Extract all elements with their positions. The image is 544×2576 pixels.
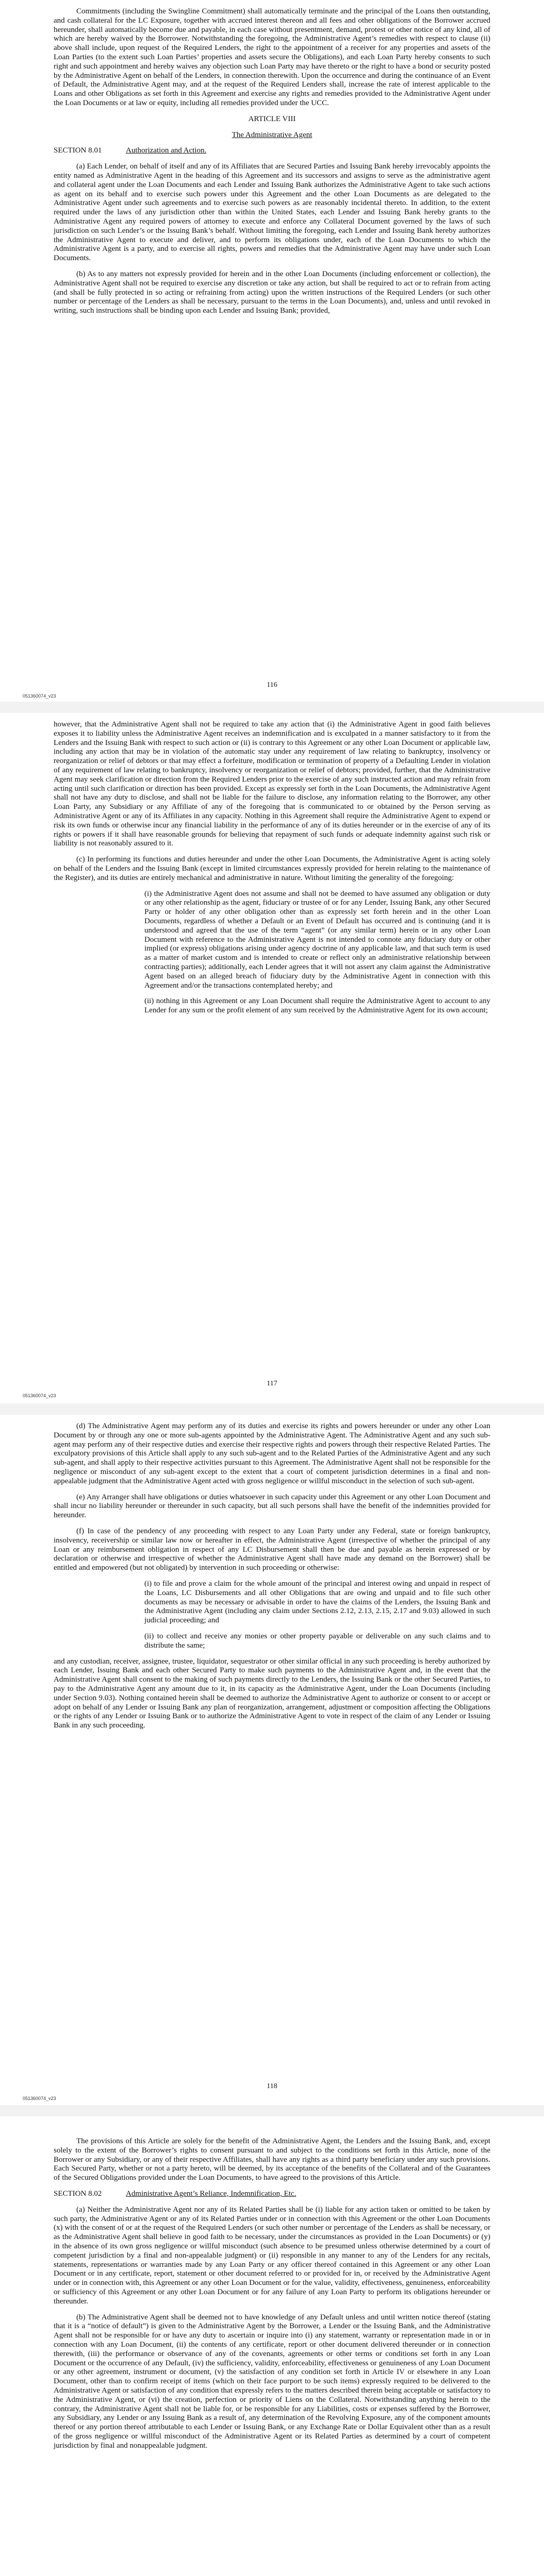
page-119 xyxy=(0,2116,544,2576)
article-title xyxy=(54,131,490,140)
page-119-content xyxy=(54,2137,490,2458)
paragraph: however, that the Administrative Agent shall not be required to take any action that (i) the Administrative Agent in good faith believes exposes it to liability unless the Administrative Agent receives an indemnification and is exculpated in a manner satisfactory to it from the Lenders and the Issuing Bank with respect to such action or (ii) is contrary to this Agreement or any other Loan Document or applicable law, including any action that may be in violation of the automatic stay under any requirement of law relating to bankruptcy, insolvency or reorganization or relief of debtors or that may effect a forfeiture, modification or termination of property of a Defaulting Lender in violation of any requirement of law relating to bankruptcy, insolvency or reorganization or relief of debtors; provided, further, that the Administrative Agent may seek clarification or direction from the Required Lenders prior to the exercise of any such instructed action and may refrain from acting until such clarification or direction has been provided. Except as expressly set forth in the Loan Documents, the Administrative Agent shall not have any duty to disclose, and shall not be liable for the failure to disclose, any information relating to the Borrower, any other Loan Party, any Subsidiary or any Affiliate of any of the foregoing that is communicated to or obtained by the Person serving as Administrative Agent or any of its Affiliates in any capacity. Nothing in this Agreement shall require the Administrative Agent to expend or risk its own funds or otherwise incur any financial liability in the performance of any of its duties hereunder or in the exercise of any of its rights or powers if it shall have reasonable grounds for believing that repayment of such funds or adequate indemnity against such risk or liability is not reasonably assured to it. xyxy=(54,720,490,848)
paragraph: (e) Any Arranger shall have obligations or duties whatsoever in such capacity under this Agreement or any other Loan Document and shall incur no liability hereunder or thereunder in such capacity, but all such persons shall have the benefit of the indemnities provided for hereunder. xyxy=(54,1493,490,1520)
paragraph: (a) Each Lender, on behalf of itself and any of its Affiliates that are Secured Parties and Issuing Bank hereby irrevocably appoints the entity named as Administrative Agent in the heading of this Agreement and its successors and assigns to serve as the administrative agent and collateral agent under the Loan Documents and each Lender and Issuing Bank authorizes the Administrative Agent to take such actions as agent on its behalf and to exercise such powers under this Agreement and the other Loan Documents as are delegated to the Administrative Agent under such agreements and to exercise such powers as are reasonably incidental thereto. In addition, to the extent required under the laws of any jurisdiction other than within the United States, each Lender and Issuing Bank hereby grants to the Administrative Agent any required powers of attorney to execute and enforce any Collateral Document governed by the laws of such jurisdiction on such Lender’s or the Issuing Bank’s behalf. Without limiting the foregoing, each Lender and Issuing Bank hereby authorizes the Administrative Agent to execute and deliver, and to perform its obligations under, each of the Loan Documents to which the Administrative Agent is a party, and to exercise all rights, powers and remedies that the Administrative Agent may have under such Loan Documents. xyxy=(54,162,490,263)
paragraph: (c) In performing its functions and duties hereunder and under the other Loan Documents, the Administrative Agent is acting solely on behalf of the Lenders and the Issuing Bank (except in limited circumstances expressly provided for herein relating to the maintenance of the Register), and its duties are entirely mechanical and administrative in nature. Without limiting the generality of the foregoing: xyxy=(54,855,490,882)
sub-item: (ii) nothing in this Agreement or any Loan Document shall require the Administrative Agent to account to any Lender for any sum or the profit element of any sum received by the Administrative Agent for its own account; xyxy=(144,997,490,1015)
paragraph: (a) Neither the Administrative Agent nor any of its Related Parties shall be (i) liable for any action taken or omitted to be taken by such party, the Administrative Agent or any of its Related Parties under or in connection with this Agreement or the other Loan Documents (x) with the consent of or at the request of the Required Lenders (or such other number or percentage of the Lenders as shall be necessary, or as the Administrative Agent shall believe in good faith to be necessary, under the circumstances as provided in the Loan Documents) or (y) in the absence of its own gross negligence or willful misconduct (such absence to be presumed unless otherwise determined by a court of competent jurisdiction by a final and non-appealable judgment) or (ii) responsible in any manner to any of the Lenders for any recitals, statements, representations or warranties made by any Loan Party or any officer thereof contained in this Agreement or any other Loan Document or in any certificate, report, statement or other document referred to or provided for in, or received by the Administrative Agent under or in connection with, this Agreement or any other Loan Document or for the value, validity, effectiveness, genuineness, enforceability or sufficiency of this Agreement or any other Loan Document or for any failure of any Loan Party to perform its obligations hereunder or thereunder. xyxy=(54,2205,490,2306)
page-number: 118 xyxy=(267,2082,277,2090)
section-heading xyxy=(54,146,490,156)
page-118-content xyxy=(54,1422,490,1737)
page-118 xyxy=(0,1415,544,2105)
page-116 xyxy=(0,0,544,702)
section-number: SECTION 8.01 xyxy=(54,146,102,155)
sub-item: (i) to file and prove a claim for the whole amount of the principal and interest owing and unpaid in respect of the Loans, LC Disbursements and all other Obligations that are owing and unpaid and to file such other documents as may be necessary or advisable in order to have the claims of the Lenders, the Issuing Bank and the Administrative Agent (including any claim under Sections 2.12, 2.13, 2.15, 2.17 and 9.03) allowed in such judicial proceeding; and xyxy=(144,1579,490,1625)
article-heading: ARTICLE VIII xyxy=(248,114,296,123)
section-number: SECTION 8.02 xyxy=(54,2189,102,2198)
sub-item: (ii) to collect and receive any monies or other property payable or deliverable on any such claims and to distribute the same; xyxy=(144,1632,490,1650)
paragraph: (b) As to any matters not expressly provided for herein and in the other Loan Documents (including enforcement or collection), the Administrative Agent shall not be required to exercise any discretion or take any action, but shall be required to act or to refrain from acting (and shall be fully protected in so acting or refraining from acting) upon the written instructions of the Required Lenders (or such other number or percentage of the Lenders as shall be necessary, pursuant to the terms in the Loan Documents), and, unless and until revoked in writing, such instructions shall be binding upon each Lender and Issuing Bank; provided, xyxy=(54,269,490,315)
section-title: Administrative Agent’s Reliance, Indemnification, Etc. xyxy=(126,2189,296,2198)
section-heading xyxy=(54,2190,490,2199)
paragraph: (d) The Administrative Agent may perform any of its duties and exercise its rights and powers hereunder or under any other Loan Document by or through any one or more sub-agents appointed by the Administrative Agent. The Administrative Agent and any such sub-agent may perform any of their respective duties and exercise their respective rights and powers through their respective Related Parties. The exculpatory provisions of this Article shall apply to any such sub-agent and to the Related Parties of the Administrative Agent and any such sub-agent, and shall apply to their respective activities pursuant to this Agreement. The Administrative Agent shall not be responsible for the negligence or misconduct of any sub-agent except to the extent that a court of competent jurisdiction determines in a final and non-appealable judgment that the Administrative Agent acted with gross negligence or willful misconduct in the selection of such sub-agent. xyxy=(54,1422,490,1485)
page-number: 117 xyxy=(267,1380,277,1387)
section-title: Authorization and Action. xyxy=(126,146,207,155)
doc-id: 051360074_v23 xyxy=(23,2096,56,2101)
paragraph: and any custodian, receiver, assignee, trustee, liquidator, sequestrator or other similar official in any such proceeding is hereby authorized by each Lender, Issuing Bank and each other Secured Party to make such payments to the Administrative Agent and, in the event that the Administrative Agent shall consent to the making of such payments directly to the Lenders, the Issuing Bank or the other Secured Parties, to pay to the Administrative Agent any amount due to it, in its capacity as the Administrative Agent, under the Loan Documents (including under Section 9.03). Nothing contained herein shall be deemed to authorize the Administrative Agent to authorize or consent to or accept or adopt on behalf of any Lender or Issuing Bank any plan of reorganization, arrangement, adjustment or composition affecting the Obligations or the rights of any Lender or Issuing Bank or to authorize the Administrative Agent to vote in respect of the claim of any Lender or Issuing Bank in any such proceeding. xyxy=(54,1657,490,1730)
page-number: 116 xyxy=(267,681,277,689)
page-separator xyxy=(0,702,544,713)
page-separator xyxy=(0,1403,544,1415)
paragraph: The provisions of this Article are solely for the benefit of the Administrative Agent, the Lenders and the Issuing Bank, and, except solely to the extent of the Borrower’s rights to consent pursuant to and subject to the conditions set forth in this Article, none of the Borrower or any Subsidiary, or any of their respective Affiliates, shall have any rights as a third party beneficiary under any such provisions. Each Secured Party, whether or not a party hereto, will be deemed, by its acceptance of the benefits of the Collateral and of the Guarantees of the Secured Obligations provided under the Loan Documents, to have agreed to the provisions of this Article. xyxy=(54,2137,490,2182)
page-117 xyxy=(0,713,544,1403)
paragraph: (b) The Administrative Agent shall be deemed not to have knowledge of any Default unless and until written notice thereof (stating that it is a “notice of default”) is given to the Administrative Agent by the Borrower, a Lender or the Issuing Bank, and the Administrative Agent shall not be responsible for or have any duty to ascertain or inquire into (i) any statement, warranty or representation made in or in connection with any Loan Document, (ii) the contents of any certificate, report or other document delivered thereunder or in connection therewith, (iii) the performance or observance of any of the covenants, agreements or other terms or conditions set forth in any Loan Document or the occurrence of any Default, (iv) the sufficiency, validity, enforceability, effectiveness or genuineness of any Loan Document or any other agreement, instrument or document, (v) the satisfaction of any condition set forth in Article IV or elsewhere in any Loan Document, other than to confirm receipt of items (which on their face purport to be such items) expressly required to be delivered to the Administrative Agent or satisfaction of any condition that expressly refers to the matters described therein being acceptable or satisfactory to the Administrative Agent, or (vi) the creation, perfection or priority of Liens on the Collateral. Notwithstanding anything herein to the contrary, the Administrative Agent shall not be liable for, or be responsible for any Liabilities, costs or expenses suffered by the Borrower, any Subsidiary, any Lender or any Issuing Bank as a result of, any determination of the Revolving Exposure, any of the component amounts thereof or any portion thereof attributable to each Lender or Issuing Bank, or any Exchange Rate or Dollar Equivalent other than as a result of the gross negligence or willful misconduct of the Administrative Agent or its Related Parties as determined by a court of competent jurisdiction by final and nonappealable judgment. xyxy=(54,2313,490,2450)
sub-item: (i) the Administrative Agent does not assume and shall not be deemed to have assumed any obligation or duty or any other relationship as the agent, fiduciary or trustee of or for any Lender, Issuing Bank, any other Secured Party or holder of any other obligation other than as expressly set forth herein and in the other Loan Documents, regardless of whether a Default or an Event of Default has occurred and is continuing (and it is understood and agreed that the use of the term “agent” (or any similar term) herein or in any other Loan Document with reference to the Administrative Agent is not intended to connote any fiduciary duty or other implied (or express) obligations arising under agency doctrine of any applicable law, and that such term is used as a matter of market custom and is intended to create or reflect only an administrative relationship between contracting parties); additionally, each Lender agrees that it will not assert any claim against the Administrative Agent based on an alleged breach of fiduciary duty by the Administrative Agent in connection with this Agreement and/or the transactions contemplated hereby; and xyxy=(144,889,490,990)
paragraph: Commitments (including the Swingline Commitment) shall automatically terminate and the principal of the Loans then outstanding, and cash collateral for the LC Exposure, together with accrued interest thereon and all fees and other obligations of the Borrower accrued hereunder, shall automatically become due and payable, in each case without presentment, demand, protest or other notice of any kind, all of which are hereby waived by the Borrower. Notwithstanding the foregoing, the Administrative Agent’s remedies with respect to clause (ii) above shall include, upon request of the Required Lenders, the right to the appointment of a receiver for any properties and assets of the Loan Parties (to the extent such Loan Parties’ properties and assets secure the Obligations), and each Loan Party hereby consents to such right and such appointment and hereby waives any objection such Loan Party may have thereto or the right to have a bond or security posted by the Administrative Agent on behalf of the Lenders, in connection therewith. Upon the occurrence and during the continuance of an Event of Default, the Administrative Agent may, and at the request of the Required Lenders shall, increase the rate of interest applicable to the Loans and other Obligations as set forth in this Agreement and exercise any rights and remedies provided to the Administrative Agent under the Loan Documents or at law or equity, including all remedies provided under the UCC. xyxy=(54,7,490,107)
page-116-content xyxy=(54,7,490,323)
page-117-content xyxy=(54,720,490,1022)
article-title-text: The Administrative Agent xyxy=(232,130,312,139)
paragraph: (f) In case of the pendency of any proceeding with respect to any Loan Party under any Federal, state or foreign bankruptcy, insolvency, receivership or similar law now or hereafter in effect, the Administrative Agent (irrespective of whether the principal of any Loan or any reimbursement obligation in respect of any LC Disbursement shall then be due and payable as herein expressed or by declaration or otherwise and irrespective of whether the Administrative Agent shall have made any demand on the Borrower) shall be entitled and empowered (but not obligated) by intervention in such proceeding or otherwise: xyxy=(54,1527,490,1572)
doc-id: 051360074_v23 xyxy=(23,693,56,699)
doc-id: 051360074_v23 xyxy=(23,1393,56,1398)
page-separator xyxy=(0,2105,544,2116)
